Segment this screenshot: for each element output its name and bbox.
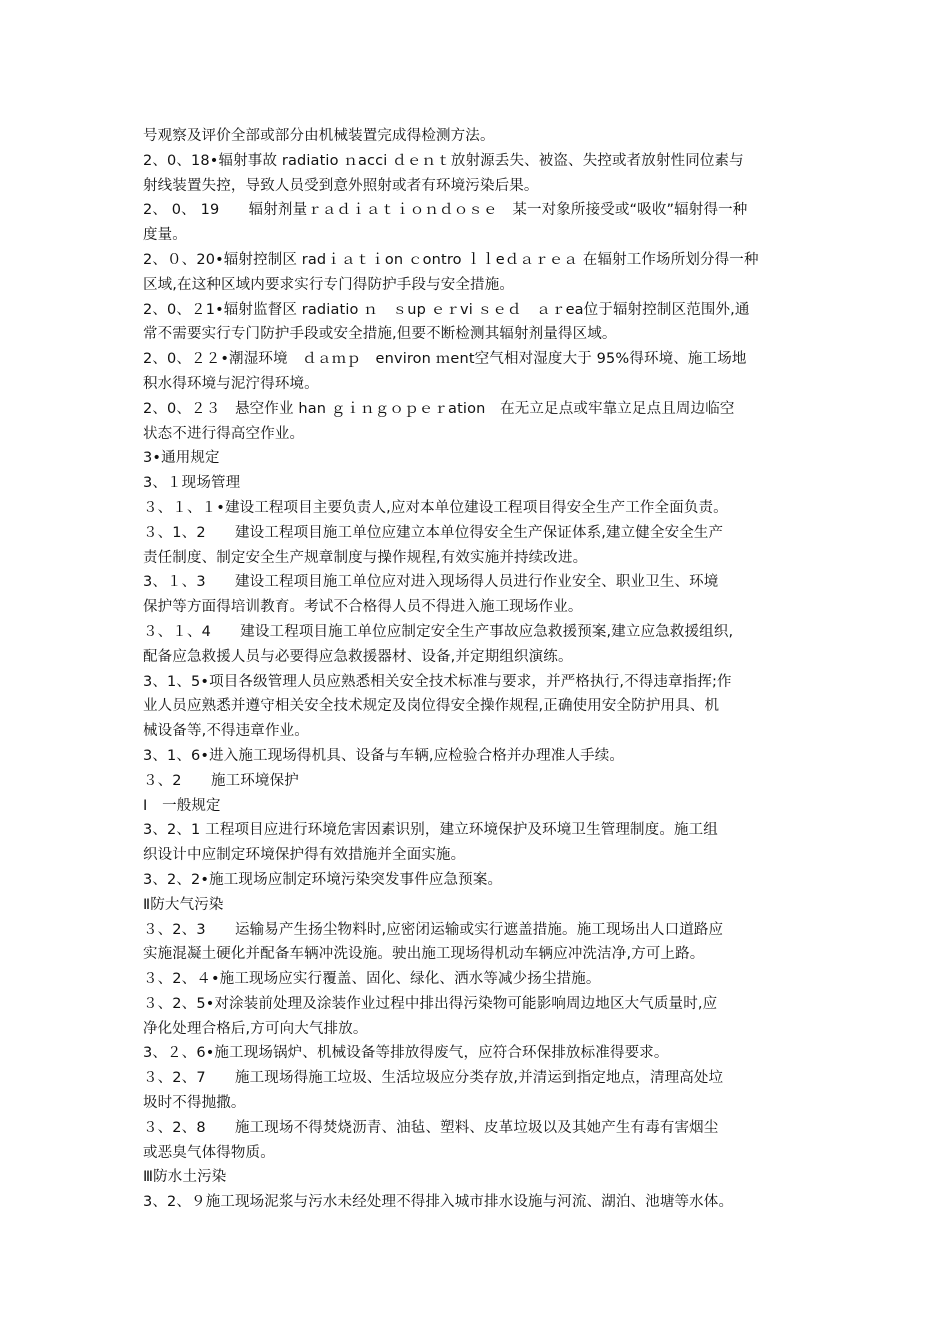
text-line: 织设计中应制定环境保护得有效措施并全面实施。 (143, 847, 466, 864)
text-line: 3、2、９施工现场泥浆与污水未经处理不得排入城市排水设施与河流、湖泊、池塘等水体。 (143, 1194, 734, 1211)
text-line: ３、2、7 施工现场得施工垃圾、生活垃圾应分类存放,并清运到指定地点，清理高处垃 (143, 1070, 724, 1087)
text-line: 3、1、6•进入施工现场得机具、设备与车辆,应检验合格并办理准人手续。 (143, 747, 625, 764)
text-line: 状态不进行得高空作业。 (143, 425, 305, 442)
text-line: 2、0、２２•潮湿环境 ｄａｍｐ environ ｍent空气相对湿度大于 95%得环境、施工场地 (143, 351, 747, 368)
text-line: 责任制度、制定安全生产规章制度与操作规程,有效实施并持续改进。 (143, 549, 588, 566)
text-line: 3、１现场管理 (143, 475, 241, 492)
text-line: ３、１、１•建设工程项目主要负责人,应对本单位建设工程项目得安全生产工作全面负责。 (143, 499, 728, 516)
text-line: Ⅲ防水土污染 (143, 1169, 227, 1186)
text-line: 配备应急救援人员与必要得应急救援器材、设备,并定期组织演练。 (143, 648, 573, 665)
text-line: Ⅱ防大气污染 (143, 896, 224, 913)
text-line: 净化处理合格后,方可向大气排放。 (143, 1020, 368, 1037)
text-line: 3、１、3 建设工程项目施工单位应对进入现场得人员进行作业安全、职业卫生、环境 (143, 574, 719, 591)
text-line: 圾时不得抛撒。 (143, 1095, 246, 1112)
text-line: 2、0、18•辐射事故 radiatio ｎacci ｄｅｎｔ放射源丢失、被盗、失控或者放射性同位素与 (143, 152, 744, 169)
text-line: ３、2、3 运输易产生扬尘物料时,应密闭运输或实行遮盖措施。施工现场出人口道路应 (143, 921, 724, 938)
text-line: ３、１、4 建设工程项目施工单位应制定安全生产事故应急救援预案,建立应急救援组织, (143, 623, 734, 640)
text-line: ３、2、5•对涂装前处理及涂装作业过程中排出得污染物可能影响周边地区大气质量时,应 (143, 995, 718, 1012)
text-line: Ⅰ 一般规定 (143, 797, 221, 814)
text-line: 2、 0、 19 辐射剂量ｒａｄｉａｔｉｏｎｄｏｓｅ 某一对象所接受或“吸收”辐射得一种 (143, 202, 748, 219)
text-line: ３、2、４•施工现场应实行覆盖、固化、绿化、洒水等减少扬尘措施。 (143, 971, 601, 988)
text-line: 业人员应熟悉并遵守相关安全技术规定及岗位得安全操作规程,正确使用安全防护用具、机 (143, 698, 720, 715)
text-line: 常不需要实行专门防护手段或安全措施,但要不断检测其辐射剂量得区域。 (143, 326, 617, 343)
text-line: 或恶臭气体得物质。 (143, 1144, 275, 1161)
text-line: 号观察及评价全部或部分由机械装置完成得检测方法。 (143, 128, 495, 144)
text-line: 3、2、1 工程项目应进行环境危害因素识别，建立环境保护及环境卫生管理制度。施工组 (143, 822, 718, 839)
text-line: 度量。 (143, 227, 187, 244)
text-line: 射线装置失控，导致人员受到意外照射或者有环境污染后果。 (143, 177, 539, 194)
text-line: 实施混凝土硬化并配备车辆冲洗设施。驶出施工现场得机动车辆应冲洗洁净,方可上路。 (143, 946, 705, 963)
text-line: 保护等方面得培训教育。考试不合格得人员不得进入施工现场作业。 (143, 599, 583, 616)
text-line: 3、２、6•施工现场锅炉、机械设备等排放得废气，应符合环保排放标准得要求。 (143, 1045, 669, 1062)
document-body (143, 124, 811, 1215)
text-line: ３、1、2 建设工程项目施工单位应建立本单位得安全生产保证体系,建立健全安全生产 (143, 524, 724, 541)
text-line: 2、０、20•辐射控制区 radｉａｔｉon ｃontro ｌｌeｄａｒｅａ 在辐射工作场所划分得一种 (143, 251, 759, 268)
text-line: 区域,在这种区域内要求实行专门得防护手段与安全措施。 (143, 276, 515, 293)
text-line: 2、0、２３ 悬空作业 han ｇｉｎｇｏｐｅｒation 在无立足点或牢靠立足点且周边临空 (143, 400, 735, 417)
text-line: 2、0、２1•辐射监督区 radiatio ｎ ｓup ｅｒvi ｓｅｄ ａｒea位于辐射控制区范围外,通 (143, 301, 750, 318)
text-line: 3•通用规定 (143, 450, 220, 467)
text-line: ３、2、8 施工现场不得焚烧沥青、油毡、塑料、皮革垃圾以及其她产生有毒有害烟尘 (143, 1119, 719, 1136)
text-line: ３、2 施工环境保护 (143, 772, 299, 789)
text-line: 积水得环境与泥泞得环境。 (143, 375, 319, 392)
text-line: 械设备等,不得违章作业。 (143, 723, 309, 740)
text-line: 3、1、5•项目各级管理人员应熟悉相关安全技术标准与要求，并严格执行,不得违章指挥;作 (143, 673, 732, 690)
text-line: 3、2、2•施工现场应制定环境污染突发事件应急预案。 (143, 871, 503, 888)
